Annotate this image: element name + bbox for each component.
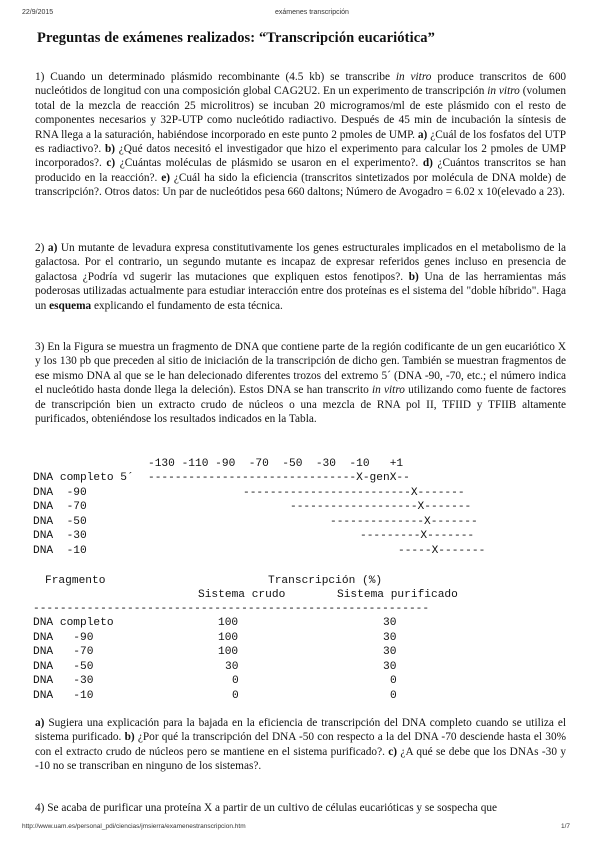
table-cell-crude: 0 — [232, 690, 239, 702]
table-cell-crude: 0 — [232, 675, 239, 687]
table-header-transcription: Transcripción (%) — [268, 575, 383, 587]
table-cell-purified: 0 — [390, 675, 397, 687]
table-cell-crude: 100 — [218, 646, 239, 658]
figure-row-label: DNA -30 — [33, 530, 87, 542]
table-cell-fragment: DNA -50 — [33, 661, 94, 673]
print-page-title: exámenes transcripción — [275, 9, 349, 16]
figure-row-line: -------------------------X------- — [243, 487, 465, 499]
page-number: 1/7 — [561, 823, 571, 830]
table-cell-fragment: DNA -10 — [33, 690, 94, 702]
figure-scale: -130 -110 -90 -70 -50 -30 -10 +1 — [148, 458, 404, 470]
table-cell-fragment: DNA completo — [33, 617, 114, 629]
table-cell-crude: 100 — [218, 617, 239, 629]
table-cell-crude: 100 — [218, 632, 239, 644]
question-3-subquestions: a) Sugiera una explicación para la bajada en la eficiencia de transcripción del DNA completo cuando se utiliza el sistema purificado. b) ¿Por qué la transcripción del DNA -50 con respecto a la del DNA -70 desciende hasta el 30% con el extracto crudo de núcleos pero se mantiene en el sistema purificado?. c) ¿A qué se debe que los DNAs -30 y -10 no se transcriban en ninguno de los sistemas?. — [35, 717, 567, 773]
figure-row-line: -----X------- — [398, 545, 486, 557]
figure-row-line: ---------X------- — [360, 530, 475, 542]
question-3: 3) En la Figura se muestra un fragmento de DNA que contiene parte de la región codificante de un gen eucariótico X y los 130 pb que preceden al sitio de iniciación de la transcripción de dicho gen. También se muestran fragmentos de ese mismo DNA al que se le han delecionado diferentes trozos del extremo 5´ (DNA -90, -70, etc.; el número indica el nucleótido hasta donde llega la deleción). Estos DNA se han transcrito in vitro utilizando como fuente de factores de transcripción bien un extracto crudo de núcleos o una mezcla de RNA pol II, TFIID y TFIIB altamente purificados, obteniéndose los resultados indicados en la Tabla. — [35, 341, 566, 426]
table-header-crude: Sistema crudo — [198, 589, 286, 601]
print-date: 22/9/2015 — [22, 9, 54, 16]
figure-row-line: -------------------X------- — [290, 501, 472, 513]
figure-row-label: DNA -50 — [33, 516, 87, 528]
figure-row-line: --------------X------- — [330, 516, 478, 528]
figure-row-label: DNA completo 5´ — [33, 472, 134, 484]
figure-row-label: DNA -90 — [33, 487, 87, 499]
table-header-purified: Sistema purificado — [337, 589, 458, 601]
table-cell-fragment: DNA -30 — [33, 675, 94, 687]
table-cell-fragment: DNA -90 — [33, 632, 94, 644]
figure-row-line: -------------------------------X-genX-- — [148, 472, 410, 484]
question-2: 2) a) Un mutante de levadura expresa constitutivamente los genes estructurales implicados en el metabolismo de la galactosa. Por el contrario, un segundo mutante es incapaz de expresar referidos genes incluso en presencia de galactosa ¿Podría vd sugerir las mutaciones que expliquen estos fenotipos?. b) Una de las herramientas más poderosas utilizadas actualmente para estudiar interacción entre dos proteínas es el sistema del "doble híbrido". Haga un esquema explicando el fundamento de esta técnica. — [35, 242, 566, 312]
table-cell-purified: 30 — [383, 661, 397, 673]
table-cell-fragment: DNA -70 — [33, 646, 94, 658]
question-4: 4) Se acaba de purificar una proteína X a partir de un cultivo de células eucarióticas y se sospecha que — [35, 802, 498, 814]
table-cell-purified: 30 — [383, 646, 397, 658]
figure-row-label: DNA -10 — [33, 545, 87, 557]
question-1: 1) Cuando un determinado plásmido recombinante (4.5 kb) se transcribe in vitro produce transcritos de 600 nucleótidos de longitud con una composición global CAG2U2. En un experimento de transcripción in vitro (volumen total de la mezcla de reacción 25 microlitros) se incuban 20 microgramos/ml de este plásmido con el resto de componentes necesarios y 32P-UTP como nucleótido radiactivo. Después de 45 min de incubación la síntesis de RNA llega a la saturación, habiéndose incorporado en este punto 2 pmoles de UMP. a) ¿Cuál de los fosfatos del UTP es radiactivo?. b) ¿Qué datos necesitó el investigador que hizo el experimento para calcular los 2 pmoles de UMP incorporados?. c) ¿Cuántas moléculas de plásmido se usaron en el experimento?. d) ¿Cuántos transcritos se han producido en la reacción?. e) ¿Cuál ha sido la eficiencia (transcritos sintetizados por molécula de DNA molde) de transcripción?. Otros datos: Un par de nucleótidos pesa 660 daltons; Número de Avogadro = 6.02 x 10(elevado a 23). — [35, 71, 567, 199]
table-cell-crude: 30 — [225, 661, 239, 673]
table-cell-purified: 30 — [383, 617, 397, 629]
table-cell-purified: 0 — [390, 690, 397, 702]
table-header-fragment: Fragmento — [45, 575, 106, 587]
figure-row-label: DNA -70 — [33, 501, 87, 513]
table-cell-purified: 30 — [383, 632, 397, 644]
table-separator: ----------------------------------------------------------- — [33, 603, 430, 615]
page-url[interactable]: http://www.uam.es/personal_pdi/ciencias/jmsierra/examenestranscripcion.htm — [22, 823, 246, 830]
page-title: Preguntas de exámenes realizados: “Transcripción eucariótica” — [37, 30, 435, 46]
